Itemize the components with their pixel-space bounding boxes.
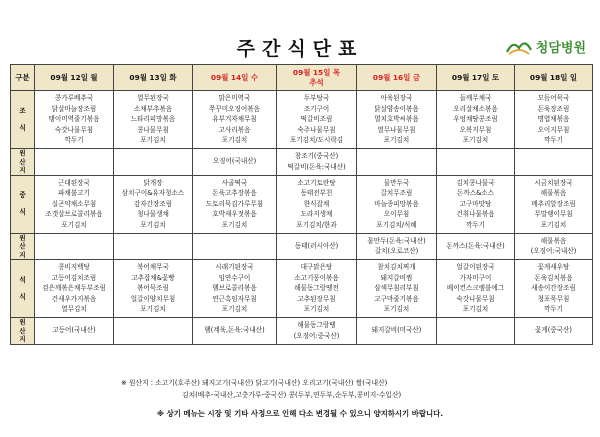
origin-cell bbox=[437, 318, 515, 345]
menu-cell bbox=[277, 91, 357, 149]
dish-item: 돈까스&소스 bbox=[457, 189, 494, 198]
menu-cell bbox=[35, 175, 114, 233]
origin-cell: 햄(계육,돈육:국내산) bbox=[193, 318, 277, 345]
menu-cell bbox=[515, 175, 593, 233]
dish-item: 한식잡채 bbox=[303, 199, 330, 208]
origin-cell bbox=[357, 149, 437, 176]
origin-cell bbox=[193, 233, 277, 260]
dish-item: 숙갓나물무침 bbox=[54, 125, 94, 134]
dish-item: 쭈꾸미오징어볶음 bbox=[209, 104, 260, 113]
dish-item: 무말랭이무침 bbox=[534, 210, 573, 219]
dish-item: 포기김치 bbox=[383, 136, 410, 145]
dish-item: 열무김치 bbox=[61, 305, 87, 314]
page-title: 주간식단표 bbox=[236, 38, 364, 60]
day-header: 09월 15일 목 추석 bbox=[277, 65, 357, 91]
origin-cell: 참조기(중국산) 떡갈비(돈육:국내산) bbox=[277, 149, 357, 176]
dish-item: 근대된장국 bbox=[58, 178, 90, 187]
dish-item: 숙주나물무침 bbox=[297, 125, 336, 134]
origin-cell: 꽃게(중국산) bbox=[515, 318, 593, 345]
dish-item: 멸치호박씨볶음 bbox=[374, 115, 419, 124]
dish-item: 건취나물볶음 bbox=[456, 210, 495, 219]
dish-item: 깍두기 bbox=[543, 305, 564, 314]
dish-item: 베이컨스크램블에그 bbox=[446, 284, 505, 293]
dish-item: 탱이미역줄기볶음 bbox=[48, 115, 100, 124]
dish-item: 해물볶음 bbox=[540, 189, 567, 198]
dish-item: 오이무침 bbox=[383, 210, 410, 219]
dish-item: 사골떡국 bbox=[221, 178, 248, 187]
dish-item: 포기김치 bbox=[221, 136, 248, 145]
dish-item: 파채불고기 bbox=[58, 189, 90, 198]
dish-item: 고구마줄기볶음 bbox=[374, 294, 419, 303]
meal-row bbox=[11, 91, 593, 149]
dish-item: 북어채무국 bbox=[137, 263, 169, 272]
origin-cell: 해물동그랑땡 (오징어:중국산) bbox=[277, 318, 357, 345]
dish-item: 대구맑은탕 bbox=[300, 263, 333, 272]
origin-note-line1: ※ 원산지 : 소고기(호주산) 돼지고기(국내산) 닭고기(국내산) 오리고기(국내산) 쌀(국내산) bbox=[121, 379, 388, 387]
dish-item: 삼색무침리부침 bbox=[374, 284, 419, 293]
origin-cell bbox=[515, 149, 593, 176]
day-header: 09월 12일 월 bbox=[35, 65, 114, 91]
dish-item: 해물동그랑땡전 bbox=[294, 284, 339, 293]
dish-item: 콩나물무침 bbox=[137, 125, 169, 134]
day-header: 09월 13일 화 bbox=[114, 65, 193, 91]
dish-item: 시금치된장국 bbox=[534, 178, 573, 187]
day-header: 09월 14일 수 bbox=[193, 65, 277, 91]
dish-item: 돈육고추장볶음 bbox=[212, 189, 257, 198]
dish-item: 동태전부친 bbox=[300, 189, 333, 198]
origin-cell bbox=[114, 318, 193, 345]
dish-item: 포기김치 bbox=[221, 305, 248, 314]
dish-item: 볶어묵조림 bbox=[137, 284, 169, 293]
dish-item: 느타리피망볶음 bbox=[130, 115, 176, 124]
dish-item: 유부겨자채무침 bbox=[212, 115, 257, 124]
dish-item: 들깨무채국 bbox=[459, 94, 492, 103]
day-header: 09월 18일 일 bbox=[515, 65, 593, 91]
dish-item: 실곤약채소무침 bbox=[51, 199, 97, 208]
dish-item: 새송이간장조림 bbox=[531, 284, 576, 293]
dish-item: 오이지무침 bbox=[537, 125, 570, 134]
menu-cell bbox=[193, 91, 277, 149]
dish-item: 모듬어묵국 bbox=[537, 94, 570, 103]
dish-item: 고등어김치조림 bbox=[51, 273, 97, 282]
dish-item: 돈육장조림 bbox=[537, 104, 570, 113]
category-header: 구분 bbox=[11, 65, 35, 91]
dish-item: 열무나물무침 bbox=[377, 125, 416, 134]
day-header: 09월 17일 토 bbox=[437, 65, 515, 91]
dish-item: 포기김치/도시락김 bbox=[289, 136, 344, 145]
menu-cell bbox=[114, 260, 193, 318]
dish-item: 두부탕국 bbox=[303, 94, 330, 103]
dish-item: 포기김치 bbox=[383, 305, 410, 314]
origin-cell: 해물볶음 (오징어:국내산) bbox=[515, 233, 593, 260]
origin-cell bbox=[437, 149, 515, 176]
dish-item: 얼갈이양치무침 bbox=[130, 294, 176, 303]
dish-item: 콩가루배추국 bbox=[54, 94, 94, 103]
dish-item: 돼지갈비찜 bbox=[380, 273, 413, 282]
menu-cell bbox=[515, 91, 593, 149]
dish-item: 우엉채땅콩조림 bbox=[453, 115, 498, 124]
dish-item: 햄브로콜리볶음 bbox=[212, 284, 257, 293]
dish-item: 숙갓나물무침 bbox=[456, 294, 495, 303]
dish-item: 감자간장조림 bbox=[133, 199, 173, 208]
menu-cell bbox=[437, 91, 515, 149]
dish-item: 오복지무침 bbox=[459, 125, 492, 134]
dish-item: 시래기된장국 bbox=[215, 263, 254, 272]
origin-cell: 돈까스(돈육:국내산) bbox=[437, 233, 515, 260]
dish-item: 아욱된장국 bbox=[380, 94, 413, 103]
dish-item: 깍두기 bbox=[64, 136, 84, 145]
dish-item: 조기구이 bbox=[303, 104, 330, 113]
origin-cell: 고등어(국내산) bbox=[35, 318, 114, 345]
menu-cell bbox=[357, 91, 437, 149]
origin-row bbox=[11, 233, 593, 260]
origin-cell: 물만두(돈육:국내산) 갈치(오로코산) bbox=[357, 233, 437, 260]
dish-item: 고추된장무침 bbox=[297, 294, 336, 303]
dish-item: 꽃게새우탕 bbox=[537, 263, 570, 272]
origin-row bbox=[11, 318, 593, 345]
origin-label: 원 산 지 bbox=[11, 233, 35, 260]
dish-item: 포기김치 bbox=[61, 220, 87, 229]
dish-item: 포기김치 bbox=[140, 136, 166, 145]
dish-item: 닭개장 bbox=[143, 178, 163, 187]
dish-item: 호박새우젓볶음 bbox=[212, 210, 257, 219]
hospital-name: 청담병원 bbox=[535, 40, 586, 56]
origin-cell bbox=[35, 149, 114, 176]
dish-item: 삼치구이&유자청소스 bbox=[121, 189, 185, 198]
change-warning: ※ 상기 메뉴는 시장 및 기타 사정으로 인해 다소 변경될 수 있으니 양지하시기 바랍니다. bbox=[156, 409, 444, 418]
dish-item: 소채부추볶음 bbox=[133, 104, 173, 113]
origin-note-line2: 김치(배추-국내산,고춧가루-중국산) 콩(두부,연두부,순두부,콩비지-수입산) bbox=[182, 391, 402, 399]
dish-item: 마늘종피망볶음 bbox=[374, 199, 419, 208]
origin-cell: 오징어(국내산) bbox=[193, 149, 277, 176]
origin-cell bbox=[35, 233, 114, 260]
table-header-row bbox=[11, 65, 593, 91]
menu-cell bbox=[193, 260, 277, 318]
meal-label: 석 식 bbox=[11, 260, 35, 318]
dish-item: 청포묵무침 bbox=[537, 294, 570, 303]
meal-label: 조 식 bbox=[11, 91, 35, 149]
origin-row bbox=[11, 149, 593, 176]
menu-cell bbox=[114, 175, 193, 233]
dish-item: 도토리묵김가루무침 bbox=[205, 199, 264, 208]
dish-item: 고추잡채&꽃빵 bbox=[131, 273, 175, 282]
dish-item: 소고기토란탕 bbox=[297, 178, 336, 187]
menu-cell bbox=[35, 260, 114, 318]
dish-item: 포기김치 bbox=[140, 220, 166, 229]
day-header: 09월 16일 금 bbox=[357, 65, 437, 91]
origin-cell: 돼지갈비(미국산) bbox=[357, 318, 437, 345]
dish-item: 포기김치/한과 bbox=[296, 220, 337, 229]
dish-item: 가자미구이 bbox=[459, 273, 492, 282]
dish-item: 참치김치찌개 bbox=[377, 263, 416, 272]
dish-item: 물만두국 bbox=[383, 178, 410, 187]
dish-item: 콩비지백탕 bbox=[58, 263, 90, 272]
dish-item: 김치콩나물국 bbox=[456, 178, 495, 187]
origin-label: 원 산 지 bbox=[11, 149, 35, 176]
menu-cell bbox=[357, 175, 437, 233]
menu-cell bbox=[277, 260, 357, 318]
origin-cell bbox=[114, 233, 193, 260]
dish-item: 닭살양송이볶음 bbox=[374, 104, 419, 113]
menu-cell bbox=[114, 91, 193, 149]
origin-cell: 동태(러시아산) bbox=[277, 233, 357, 260]
menu-cell bbox=[277, 175, 357, 233]
menu-cell bbox=[437, 175, 515, 233]
dish-item: 조갯살브로콜리볶음 bbox=[45, 210, 103, 219]
dish-item: 깍두기 bbox=[543, 136, 564, 145]
dish-item: 포기김치/식혜 bbox=[376, 220, 417, 229]
dish-item: 건새우가지볶음 bbox=[51, 294, 97, 303]
dish-item: 열무된장국 bbox=[137, 94, 169, 103]
menu-cell bbox=[193, 175, 277, 233]
dish-item: 떡갈비조림 bbox=[300, 115, 333, 124]
dish-item: 맑은미역국 bbox=[218, 94, 251, 103]
dish-item: 포기김치 bbox=[462, 305, 489, 314]
dish-item: 포기김치 bbox=[140, 305, 166, 314]
menu-cell bbox=[515, 260, 593, 318]
menu-cell bbox=[357, 260, 437, 318]
dish-item: 연근흑임자무침 bbox=[212, 294, 257, 303]
meal-row bbox=[11, 260, 593, 318]
dish-item: 메추리알장조림 bbox=[531, 199, 576, 208]
dish-item: 오리살채소볶음 bbox=[453, 104, 498, 113]
dish-item: 깍두기 bbox=[465, 220, 486, 229]
dish-item: 도라지생채 bbox=[300, 210, 333, 219]
meal-label: 중 식 bbox=[11, 175, 35, 233]
hospital-logo bbox=[505, 36, 586, 56]
dish-item: 포기김치 bbox=[221, 220, 248, 229]
menu-cell bbox=[437, 260, 515, 318]
origin-cell bbox=[114, 149, 193, 176]
meal-row bbox=[11, 175, 593, 233]
dish-item: 포기김치 bbox=[303, 305, 330, 314]
dish-item: 고사리볶음 bbox=[218, 125, 251, 134]
dish-item: 고구마맛탕 bbox=[459, 199, 492, 208]
dish-item: 청나물생채 bbox=[137, 210, 169, 219]
dish-item: 돈육김치볶음 bbox=[534, 273, 573, 282]
dish-item: 포기김치 bbox=[540, 220, 567, 229]
dish-item: 명엽채볶음 bbox=[537, 115, 570, 124]
origin-label: 원 산 지 bbox=[11, 318, 35, 345]
menu-cell bbox=[35, 91, 114, 149]
weekly-menu-table bbox=[10, 64, 593, 345]
dish-item: 얼갈이된장국 bbox=[456, 263, 495, 272]
dish-item: 검은깨볶은채두부조림 bbox=[42, 284, 106, 293]
dish-item: 소고기뭉이볶음 bbox=[294, 273, 339, 282]
dish-item: 닭살마늘장조림 bbox=[51, 104, 97, 113]
dish-item: 포기김치 bbox=[462, 136, 489, 145]
hospital-logo-icon bbox=[505, 36, 533, 56]
dish-item: 임연수구이 bbox=[218, 273, 251, 282]
dish-item: 갈치무조림 bbox=[380, 189, 413, 198]
